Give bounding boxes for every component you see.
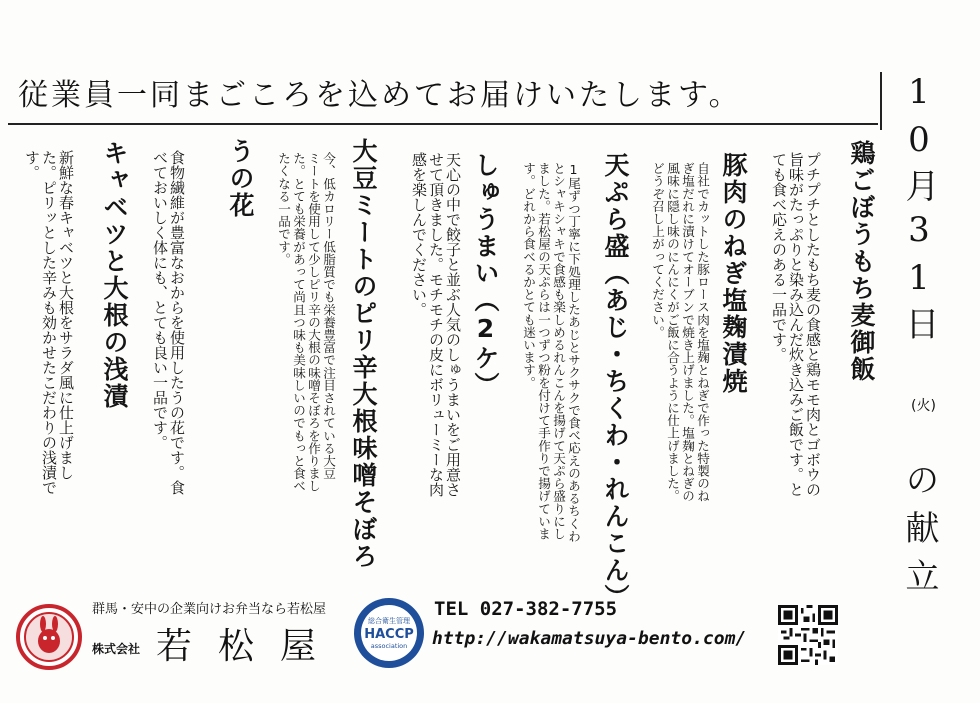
- website-url: http://wakamatsuya-bento.com/: [432, 628, 747, 649]
- menu-weekday: (火): [911, 398, 936, 414]
- item-desc-cabbage: 新鮮な春キャベツと大根をサラダ風に仕上げまし た。ピリッとした辛みも効かせたこだわりの浅漬で す。: [23, 150, 75, 495]
- item-title-pork: 豚肉のねぎ塩麹漬焼: [719, 152, 748, 395]
- item-title-unohana: うの花: [226, 138, 255, 219]
- haccp-main-label: HACCP: [364, 627, 414, 642]
- haccp-top-label: 総合衛生管理: [368, 617, 410, 625]
- item-title-tempura: 天ぷら盛（あじ・ちくわ・れんこん）: [601, 152, 630, 611]
- item-desc-soy-meat: 今、低カロリー低脂質でも栄養豊富で注目されている大豆 ミートを使用して少しピリ辛の大根の味噌そぼろを作りまし た。とても栄養があって尚且つ味も美味しいのでもっと食べ たくなる一品です。: [276, 152, 336, 493]
- item-title-chicken-rice: 鶏ごぼうもち麦御飯: [847, 140, 876, 383]
- qr-code-icon: [778, 605, 838, 665]
- haccp-badge: [352, 596, 426, 670]
- phone-number: TEL 027-382-7755: [434, 598, 618, 620]
- item-desc-tempura: 1尾ずつ丁寧に下処理したあじとサクサクで食べ応えのあるちくわ とシャキシャキで食感も楽しめるれんこんを揚げて天ぷら盛りにし ました。若松屋の天ぷらは一つずつ粉を付けて手作りで揚げていま す。どれから食べるかとても迷います。: [521, 162, 581, 543]
- item-title-soy-meat: 大豆ミートのピリ辛大根味噌そぼろ: [349, 138, 378, 570]
- item-desc-chicken-rice: プチプチとしたもち麦の食感と鶏モモ肉とゴボウの 旨味がたっぷりと染み込んだ炊き込みご飯です。と ても食べ応えのある一品です。: [770, 152, 822, 497]
- item-title-cabbage: キャベツと大根の浅漬: [100, 140, 129, 410]
- item-desc-unohana: 食物繊維が豊富なおからを使用したうの花です。食 べておいしく体にも、とても良い一品です。: [151, 150, 186, 495]
- menu-date: 10月31日: [899, 72, 939, 348]
- tagline: 従業員一同まごころを込めてお届けいたします。: [18, 78, 742, 113]
- company-logo: [16, 604, 82, 670]
- date-divider: [880, 72, 882, 130]
- company-name: 若松屋: [156, 626, 343, 667]
- item-title-shumai: しゅうまい（2ケ）: [471, 152, 500, 399]
- item-desc-pork: 自社でカットした豚ロース肉を塩麹とねぎで作った特製のね ぎ塩だれに漬けてオーブンで焼き上げました。塩麹とねぎの 風味に隠し味のにんにくがご飯に合うように仕上げました。 どうぞ召し上がってください。: [650, 162, 710, 503]
- company-type: 株式会社: [92, 642, 141, 656]
- header-divider: [8, 123, 878, 125]
- company-caption: 群馬・安中の企業向けお弁当なら若松屋: [92, 602, 327, 617]
- item-desc-shumai: 天心の中で餃子と並ぶ人気のしゅうまいをご用意さ せて頂きました。モチモチの皮にボリューミーな肉 感を楽しんでください。: [410, 152, 462, 497]
- haccp-sub-label: association: [370, 642, 408, 650]
- menu-heading-suffix: の献立: [899, 462, 939, 606]
